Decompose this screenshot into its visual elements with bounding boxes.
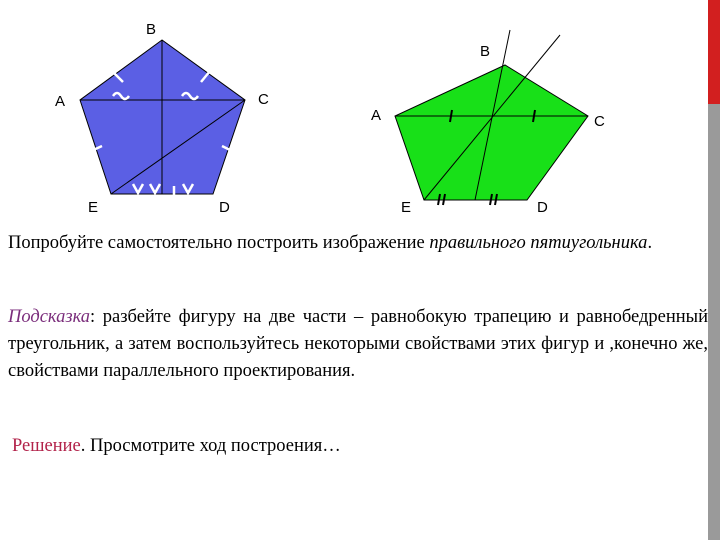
right-pentagon — [371, 30, 605, 216]
right-label-d: D — [537, 199, 548, 216]
hint-body: разбейте фигуру на две части – равнобокую трапецию и равнобедренный треугольник, а затем воспользуйтесь некоторыми свойствами этих фигур и ,конечно же, свойствами параллельного проектирования. — [8, 307, 708, 381]
right-label-a: A — [371, 107, 382, 124]
solution-link[interactable]: Решение — [12, 436, 81, 456]
task-text-italic: правильного пятиугольника — [429, 233, 648, 253]
hint-label: Подсказка — [8, 307, 91, 327]
solution-paragraph — [12, 433, 712, 460]
task-text-1: Попробуйте самостоятельно построить изображение — [8, 233, 430, 253]
pentagon-figures — [0, 0, 720, 230]
left-label-d: D — [219, 199, 230, 216]
solution-body: . Просмотрите ход построения… — [80, 436, 341, 456]
left-label-b: B — [146, 21, 157, 38]
task-text-2: . — [647, 233, 653, 253]
left-pentagon — [55, 21, 269, 216]
hint-paragraph — [8, 304, 708, 385]
right-pentagon-shape — [395, 65, 588, 200]
right-label-e: E — [401, 199, 412, 216]
hint-colon: : — [90, 307, 96, 327]
right-label-c: C — [594, 113, 605, 130]
right-label-b: B — [480, 43, 491, 60]
left-label-e: E — [88, 199, 99, 216]
left-label-c: C — [258, 91, 269, 108]
left-label-a: A — [55, 93, 66, 110]
task-paragraph — [8, 230, 708, 257]
